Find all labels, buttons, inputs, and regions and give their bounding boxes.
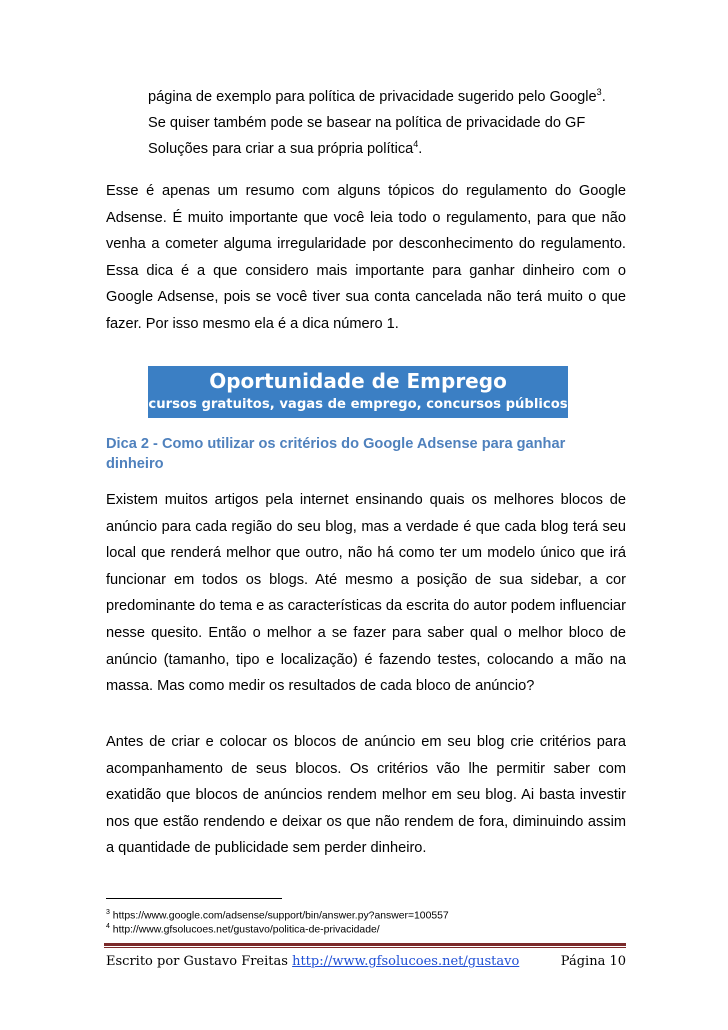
banner-subtitle: cursos gratuitos, vagas de emprego, concursos públicos	[148, 397, 568, 412]
page-number: Página 10	[560, 954, 626, 969]
footnote-4[interactable]: $^4$ http://www.gfsolucoes.net/gustavo/politica-de-privacidade/	[106, 923, 380, 936]
footnote-separator	[106, 898, 282, 899]
footnote-3[interactable]: $^3$ https://www.google.com/adsense/support/bin/answer.py?answer=100557	[106, 909, 449, 922]
paragraph-criteria: Antes de criar e colocar os blocos de anúncio em seu blog crie critérios para acompanhamento de seus blocos. Os critérios vão lhe permitir saber com exatidão que blocos de anúncios rendem melhor em seu blog. Ai basta investir nos que estão rendendo e deixar os que não rendem de fora, diminuindo assim a quantidade de publicidade sem perder dinheiro.	[106, 734, 626, 857]
section-heading: Dica 2 - Como utilizar os critérios do Google Adsense para ganhar dinheiro	[106, 436, 566, 472]
footer-divider-thin	[104, 947, 626, 948]
footer-divider-thick	[104, 943, 626, 946]
footer-credit: Escrito por Gustavo Freitas http://www.gfsolucoes.net/gustavo	[106, 954, 520, 969]
footnote-ref-4[interactable]: 4	[413, 139, 419, 150]
paragraph-ad-blocks: Existem muitos artigos pela internet ensinando quais os melhores blocos de anúncio para cada região do seu blog, mas a verdade é que cada blog terá seu local que renderá melhor que outro, não há como ter um modelo único que irá funcionar em todos os blogs. Até mesmo a posição de sua sidebar, a cor predominante do tema e as características da escrita do autor podem influenciar nesse quesito. Então o melhor a se fazer para saber qual o melhor bloco de anúncio (tamanho, tipo e localização) é fazendo testes, colocando a mão na massa. Mas como medir os resultados de cada bloco de anúncio?	[106, 492, 626, 695]
job-opportunity-banner[interactable]	[148, 366, 568, 418]
paragraph-summary: Esse é apenas um resumo com alguns tópicos do regulamento do Google Adsense. É muito importante que você leia todo o regulamento, para que não venha a cometer alguma irregularidade por desconhecimento do regulamento. Essa dica é a que considero mais importante para ganhar dinheiro com o Google Adsense, pois se você tiver sua conta cancelada não terá muito o que fazer. Por isso mesmo ela é a dica número 1.	[106, 183, 626, 332]
list-continuation-line-1: página de exemplo para política de privacidade sugerido pelo Google$^3$.	[148, 87, 606, 105]
footnote-ref-3[interactable]: 3	[596, 87, 602, 98]
page-footer	[106, 952, 626, 972]
list-continuation-line-3: Soluções para criar a sua própria política$^4$.	[148, 139, 423, 157]
banner-title: Oportunidade de Emprego	[209, 369, 507, 393]
footer-link[interactable]: http://www.gfsolucoes.net/gustavo	[292, 954, 520, 969]
list-continuation-line-2: Se quiser também pode se basear na política de privacidade do GF	[148, 115, 586, 131]
